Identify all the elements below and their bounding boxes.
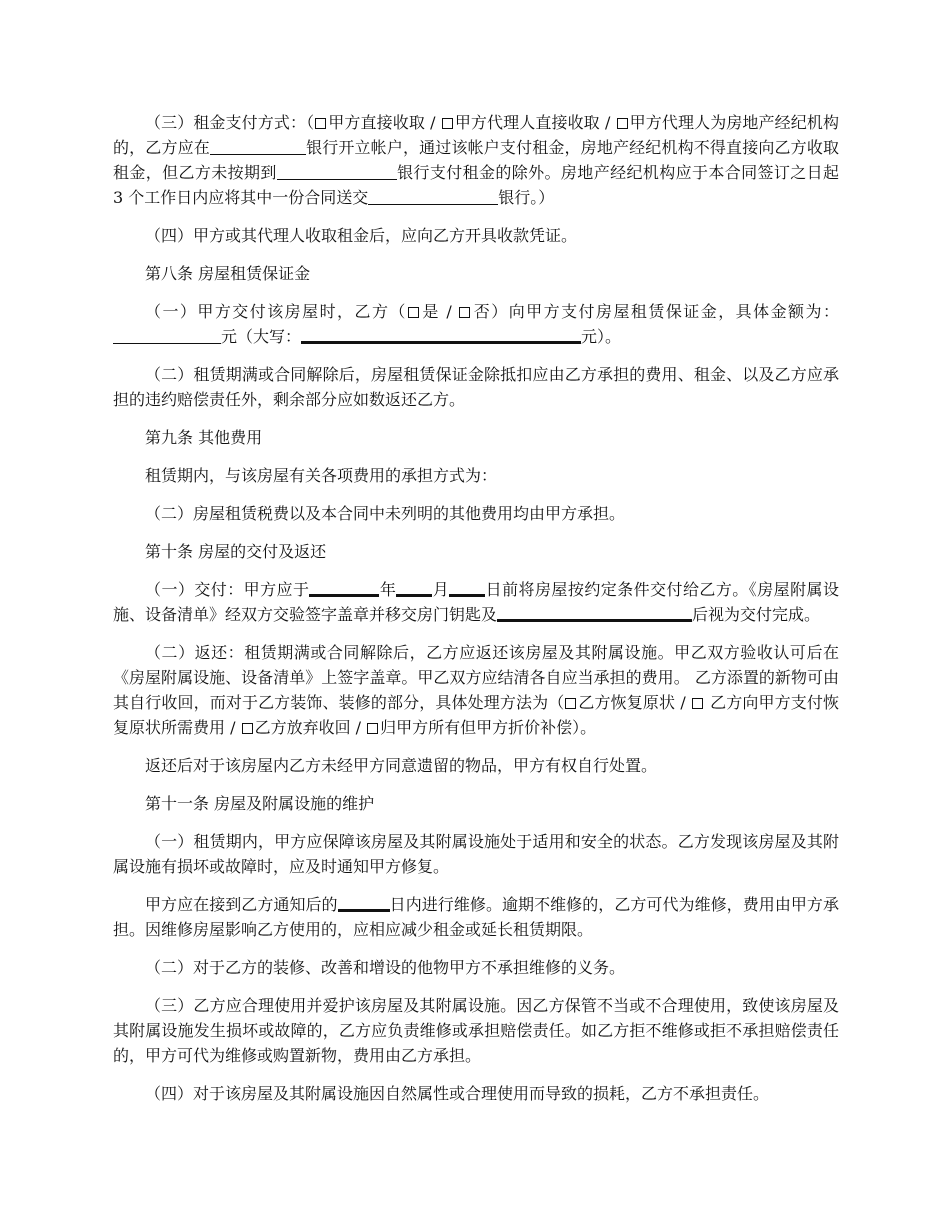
clause-repair-deadline: 甲方应在接到乙方通知后的 日内进行维修。逾期不维修的，乙方可代为维修，费用由甲方承担。因维修房屋影响乙方使用的，应相应减少租金或延长租赁期限。 bbox=[113, 895, 839, 939]
article-11-title: 第十一条 房屋及附属设施的维护 bbox=[145, 794, 375, 813]
checkbox-icon[interactable] bbox=[617, 118, 628, 129]
checkbox-icon[interactable] bbox=[367, 723, 378, 734]
repair-days-blank[interactable] bbox=[338, 895, 390, 912]
checkbox-icon[interactable] bbox=[408, 307, 419, 318]
clause-natural-wear: （四）对于该房屋及其附属设施因自然属性或合理使用而导致的损耗，乙方不承担责任。 bbox=[145, 1084, 770, 1103]
handover-items-blank[interactable] bbox=[497, 605, 692, 622]
bank-name-blank[interactable] bbox=[210, 138, 306, 155]
clause-taxes: （二）房屋租赁税费以及本合同中未列明的其他费用均由甲方承担。 bbox=[145, 504, 626, 523]
clause-leftover-items: 返还后对于该房屋内乙方未经甲方同意遗留的物品，甲方有权自行处置。 bbox=[145, 756, 658, 775]
article-9-title: 第九条 其他费用 bbox=[145, 428, 263, 447]
deposit-amount-words-blank[interactable] bbox=[301, 327, 581, 344]
day-blank[interactable] bbox=[449, 580, 485, 597]
clause-rent-payment-method: （三）租金支付方式：（ 甲方直接收取 / 甲方代理人直接收取 / 甲方代理人为房地产经纪机构的，乙方应在 银行开立帐户，通过该帐户支付租金，房地产经纪机构不得直接向乙方收取租金，但乙方未按期到 银行支付租金的除外。房地产经纪机构应于本合同签订之日起 3 个工作日内应将其中一份合同送交 银行。） bbox=[113, 113, 839, 207]
checkbox-icon[interactable] bbox=[459, 307, 470, 318]
clause-proper-use: （三）乙方应合理使用并爱护该房屋及其附属设施。因乙方保管不当或不合理使用，致使该房屋及其附属设施发生损坏或故障的，乙方应负责维修或承担赔偿责任。如乙方拒不维修或拒不承担赔偿责任的，甲方可代为维修或购置新物，费用由乙方承担。 bbox=[113, 996, 839, 1065]
checkbox-icon[interactable] bbox=[442, 118, 453, 129]
clause-renovation: （二）对于乙方的装修、改善和增设的他物甲方不承担维修的义务。 bbox=[145, 958, 626, 977]
deposit-amount-blank[interactable] bbox=[113, 327, 221, 344]
clause-rent-receipt: （四）甲方或其代理人收取租金后，应向乙方开具收款凭证。 bbox=[145, 226, 578, 245]
year-blank[interactable] bbox=[309, 580, 379, 597]
checkbox-icon[interactable] bbox=[242, 723, 253, 734]
contract-body bbox=[113, 110, 839, 1119]
clause-deposit-payment: （一）甲方交付该房屋时，乙方（ 是 / 否）向甲方支付房屋租赁保证金，具体金额为：元（大写： 元）。 bbox=[113, 299, 839, 349]
clause-maintenance-duty: （一）租赁期内，甲方应保障该房屋及其附属设施处于适用和安全的状态。乙方发现该房屋及其附属设施有损坏或故障时，应及时通知甲方修复。 bbox=[113, 832, 839, 876]
clause-fees-intro: 租赁期内，与该房屋有关各项费用的承担方式为： bbox=[145, 466, 498, 485]
article-10-title: 第十条 房屋的交付及返还 bbox=[145, 542, 327, 561]
bank-name-blank[interactable] bbox=[277, 163, 397, 180]
checkbox-icon[interactable] bbox=[315, 118, 326, 129]
clause-deposit-return: （二）租赁期满或合同解除后，房屋租赁保证金除抵扣应由乙方承担的费用、租金、以及乙方应承担的违约赔偿责任外，剩余部分应如数返还乙方。 bbox=[113, 365, 839, 409]
clause-delivery: （一）交付：甲方应于 年 月 日前将房屋按约定条件交付给乙方。《房屋附属设施、设备清单》经双方交验签字盖章并移交房门钥匙及 后视为交付完成。 bbox=[113, 580, 839, 624]
article-8-title: 第八条 房屋租赁保证金 bbox=[145, 264, 311, 283]
month-blank[interactable] bbox=[396, 580, 432, 597]
clause-return: （二）返还：租赁期满或合同解除后，乙方应返还该房屋及其附属设施。甲乙双方验收认可后在《房屋附属设施、设备清单》上签字盖章。甲乙双方应结清各自应当承担的费用。 乙方添置的新物可由其自行收回，而对于乙方装饰、装修的部分，具体处理方法为（ 乙方恢复原状 / 乙方向甲方支付恢复原状所需费用 / 乙方放弃收回 / 归甲方所有但甲方折价补偿）。 bbox=[113, 643, 839, 737]
checkbox-icon[interactable] bbox=[565, 698, 576, 709]
checkbox-icon[interactable] bbox=[692, 698, 703, 709]
bank-name-blank[interactable] bbox=[368, 188, 498, 205]
